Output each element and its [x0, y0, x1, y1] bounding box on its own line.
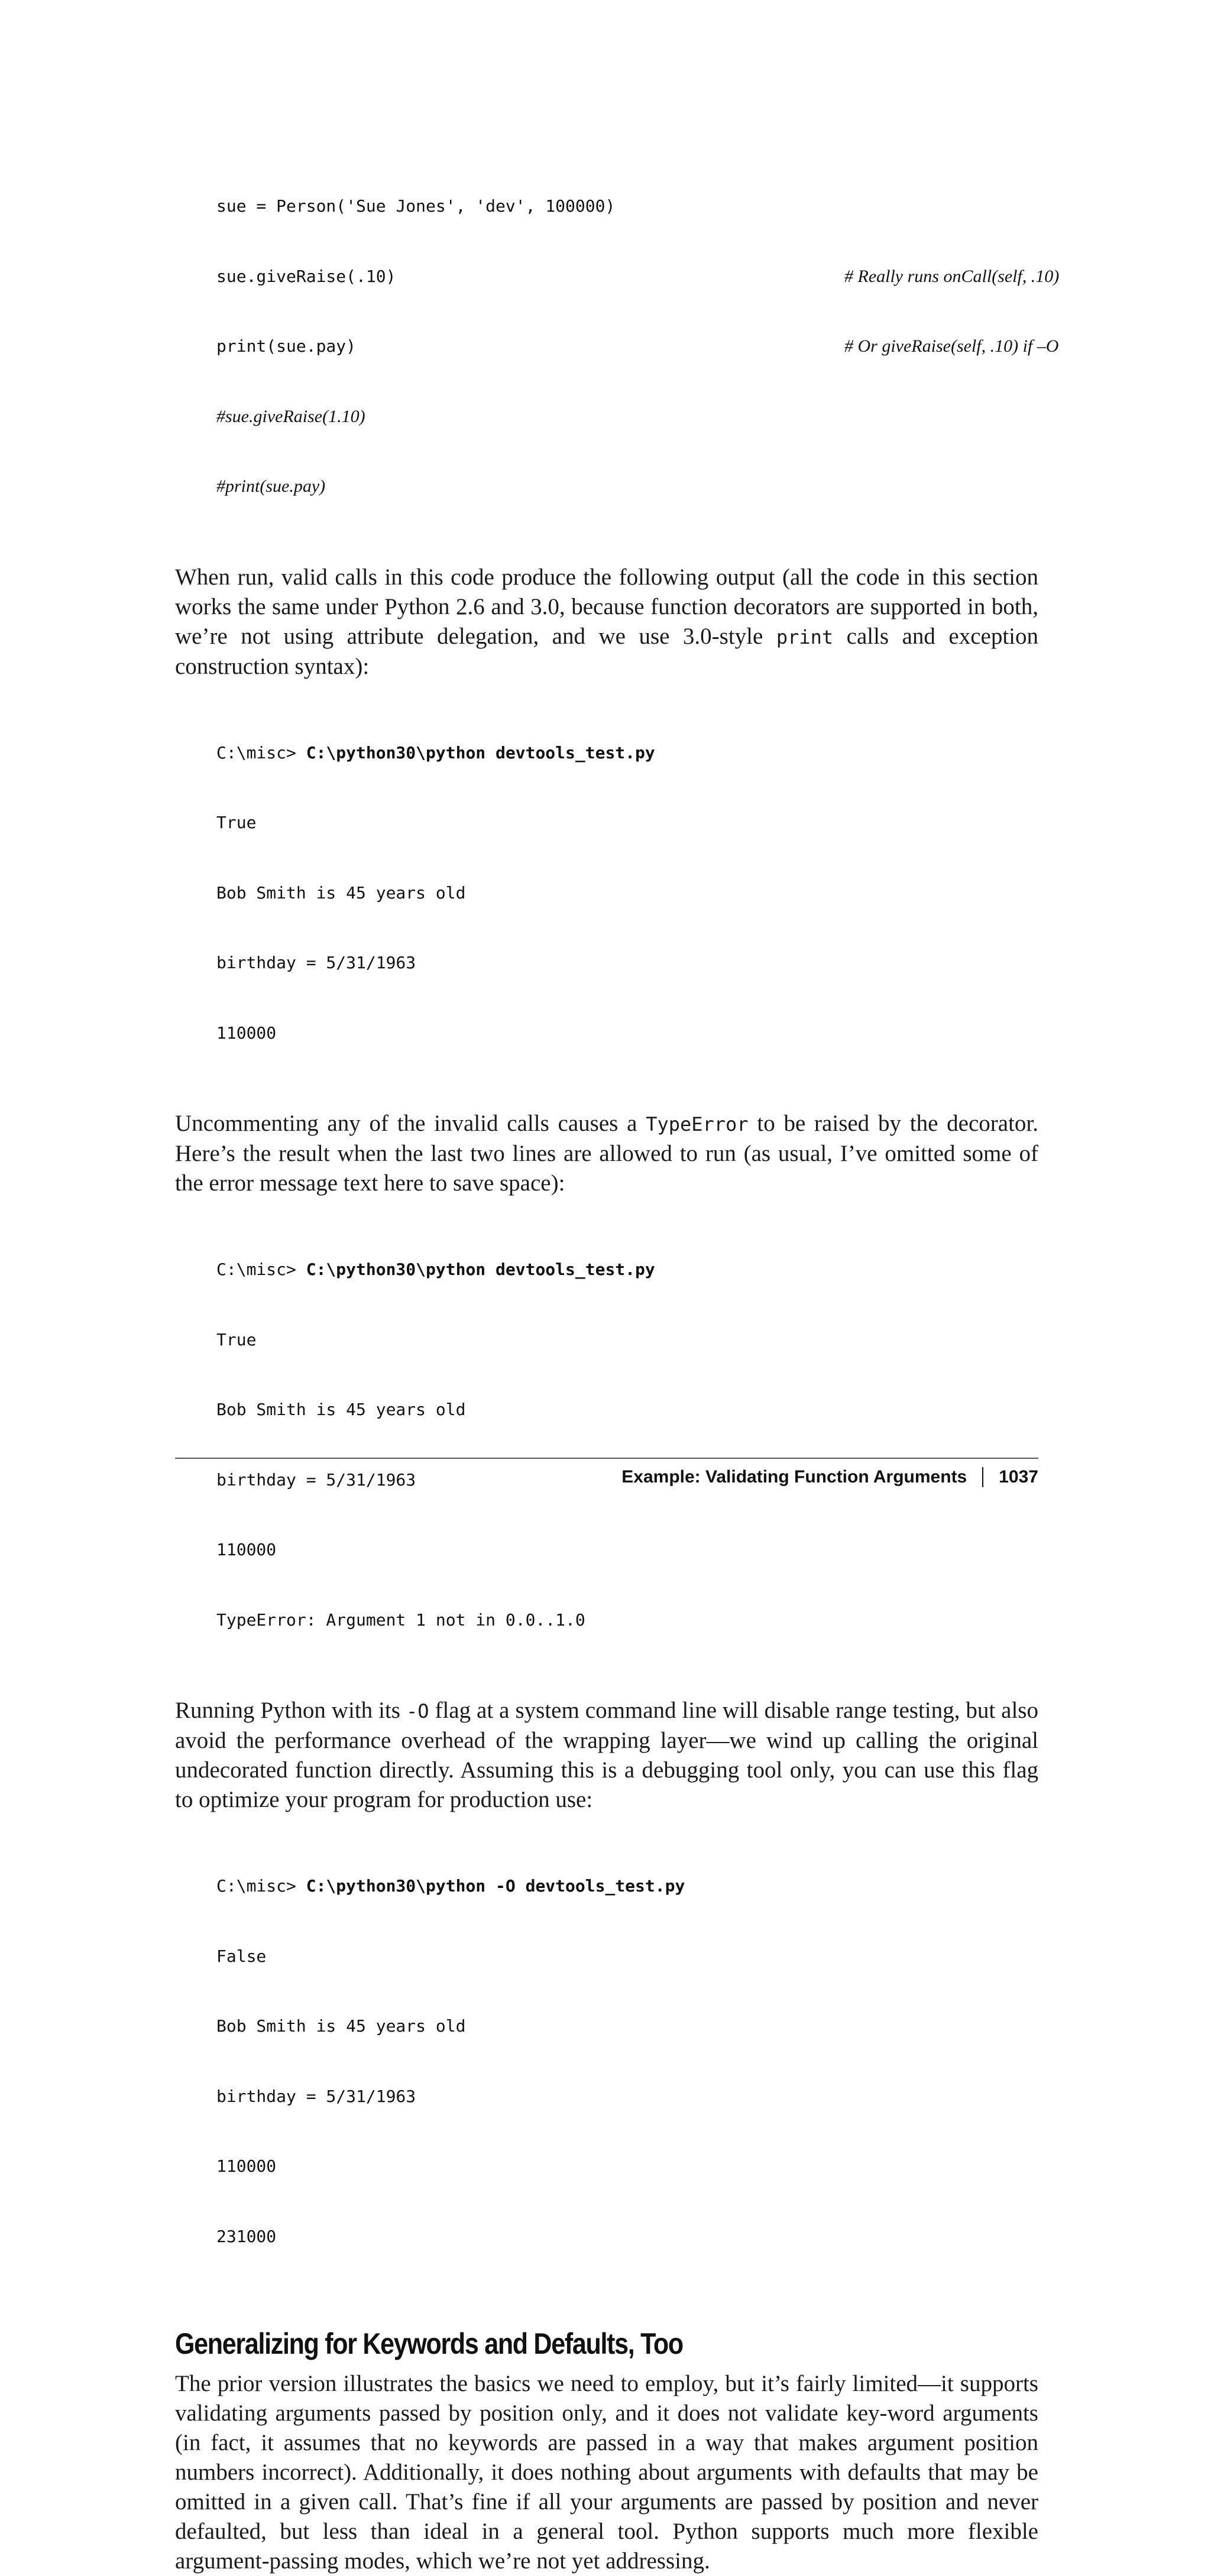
code-text: print(sue.pay) [216, 336, 357, 356]
console-line: 110000 [216, 1023, 277, 1043]
section-heading: Generalizing for Keywords and Defaults, Too [175, 2327, 683, 2360]
inline-code: -O [406, 1700, 429, 1722]
footer-divider [175, 1458, 1038, 1459]
console-line: 110000 [216, 2156, 277, 2176]
console-line: Bob Smith is 45 years old [216, 2016, 466, 2036]
console-line: Bob Smith is 45 years old [216, 1400, 466, 1419]
code-line [216, 194, 1038, 218]
paragraph-generalizing: The prior version illustrates the basics we need to employ, but it’s fairly limited—it supports validating arguments passed by position only, and it does not validate key-word arguments (in fact, it assumes that no keywords are passed in a way that makes argument position numbers incorrect). Additionally, it does nothing about arguments with defaults that may be omitted in a given call. That’s fine if all your arguments are passed by position and never defaulted, but less than ideal in a general tool. Python supports much more flexible argument-passing modes, which we’re not yet addressing. [175, 2371, 1038, 2574]
console-line: 110000 [216, 1540, 277, 1559]
console-command: C:\python30\python -O devtools_test.py [306, 1876, 685, 1896]
code-line [216, 265, 1060, 288]
console-command: C:\python30\python devtools_test.py [306, 742, 655, 763]
code-block-person [216, 148, 1060, 545]
console-line: False [216, 1946, 267, 1966]
code-line-commented: #sue.giveRaise(1.10) [216, 406, 365, 426]
console-line: TypeError: Argument 1 not in 0.0..1.0 [216, 1610, 585, 1630]
paragraph-valid-calls: When run, valid calls in this code produce the following output (all the code in this section works the same under Python 2.6 and 3.0, because function decorators are supported in both, we’re not using attribute delegation, and we use 3.0-style print calls and exception construction syntax): [175, 564, 1038, 679]
console-output-2 [216, 1211, 1038, 1678]
console-line: 231000 [216, 2226, 277, 2246]
page-number: 1037 [999, 1467, 1038, 1487]
page-footer [621, 1467, 1038, 1487]
code-text: sue = Person('Sue Jones', 'dev', 100000) [216, 196, 616, 216]
footer-section-title: Example: Validating Function Arguments [621, 1467, 967, 1487]
code-comment: # Really runs onCall(self, .10) [844, 266, 1060, 286]
code-text: sue.giveRaise(.10) [216, 266, 396, 286]
console-command-line: C:\misc> C:\python30\python devtools_test.py [216, 742, 655, 763]
console-output-3 [216, 1828, 1038, 2295]
console-command-line: C:\misc> C:\python30\python devtools_test.py [216, 1260, 655, 1279]
inline-code: TypeError [646, 1113, 749, 1135]
footer-separator [982, 1467, 983, 1487]
code-line-commented: #print(sue.pay) [216, 476, 326, 496]
console-line: True [216, 813, 257, 832]
console-line: True [216, 1329, 257, 1349]
paragraph-invalid-calls: Uncommenting any of the invalid calls causes a TypeError to be raised by the decorator. Here’s the result when the last two lines are allowed to run (as usual, I’ve omitted some of the error message text here to save space): [175, 1111, 1039, 1196]
console-command-line: C:\misc> C:\python30\python -O devtools_test.py [216, 1876, 685, 1896]
console-line: birthday = 5/31/1963 [216, 953, 416, 972]
page-content [175, 148, 1060, 2576]
inline-code: print [776, 625, 834, 648]
code-line [216, 335, 1059, 358]
paragraph-optimize-flag: Running Python with its -O flag at a system command line will disable range testing, but also avoid the performance overhead of the wrapping layer—we wind up calling the original undecorated function directly. Assuming this is a debugging tool only, you can use this flag to optimize your program for production use: [175, 1698, 1038, 1812]
console-command: C:\python30\python devtools_test.py [306, 1260, 655, 1279]
console-line: Bob Smith is 45 years old [216, 883, 466, 903]
console-line: birthday = 5/31/1963 [216, 1469, 416, 1490]
code-comment: # Or giveRaise(self, .10) if –O [844, 336, 1059, 356]
console-output-1 [216, 695, 1038, 1092]
console-line: birthday = 5/31/1963 [216, 2086, 416, 2106]
